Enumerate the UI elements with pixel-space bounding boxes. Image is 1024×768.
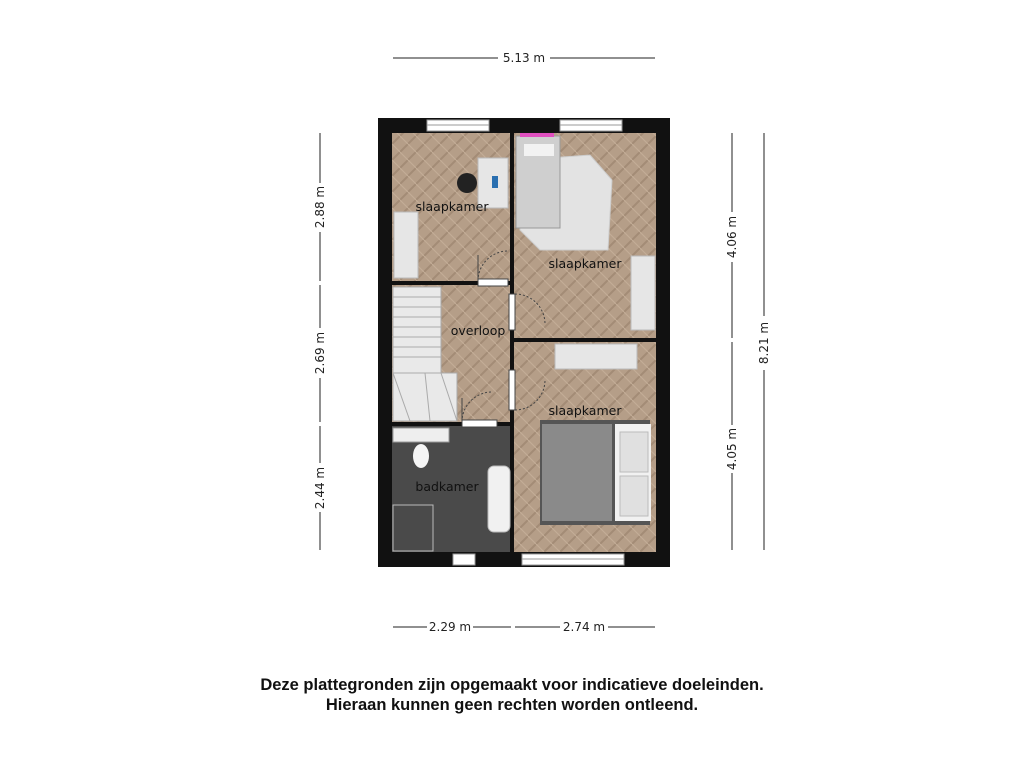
room-label-slaapkamer-2: slaapkamer (548, 256, 622, 271)
disclaimer-line-2: Hieraan kunnen geen rechten worden ontleend. (325, 696, 699, 714)
dim-right-total: 8.21 m (757, 321, 771, 365)
dim-bottom-2: 2.74 m (562, 620, 606, 634)
room-label-slaapkamer-3: slaapkamer (548, 403, 622, 418)
room-label-overloop: overloop (450, 323, 506, 338)
wardrobe-2 (631, 256, 655, 330)
dim-right-2: 4.05 m (725, 427, 739, 471)
dim-top: 5.13 m (502, 51, 546, 65)
dim-bottom-1: 2.29 m (428, 620, 472, 634)
pillow (524, 144, 554, 156)
dim-left-2: 2.69 m (313, 331, 327, 375)
dim-left-1: 2.88 m (313, 185, 327, 229)
sink (393, 428, 449, 442)
dim-right-1: 4.06 m (725, 215, 739, 259)
dresser (555, 344, 637, 369)
headboard (520, 133, 554, 137)
window-bottom-left (453, 554, 475, 565)
bathtub (488, 466, 510, 532)
room-label-slaapkamer-1: slaapkamer (415, 199, 489, 214)
wardrobe (394, 212, 418, 278)
toilet (413, 444, 429, 468)
bed-blanket (542, 424, 612, 521)
office-chair (457, 173, 477, 193)
room-label-badkamer: badkamer (415, 479, 479, 494)
disclaimer-line-1: Deze plattegronden zijn opgemaakt voor indicatieve doeleinden. (260, 676, 764, 694)
monitor (492, 176, 498, 188)
dim-left-3: 2.44 m (313, 466, 327, 510)
